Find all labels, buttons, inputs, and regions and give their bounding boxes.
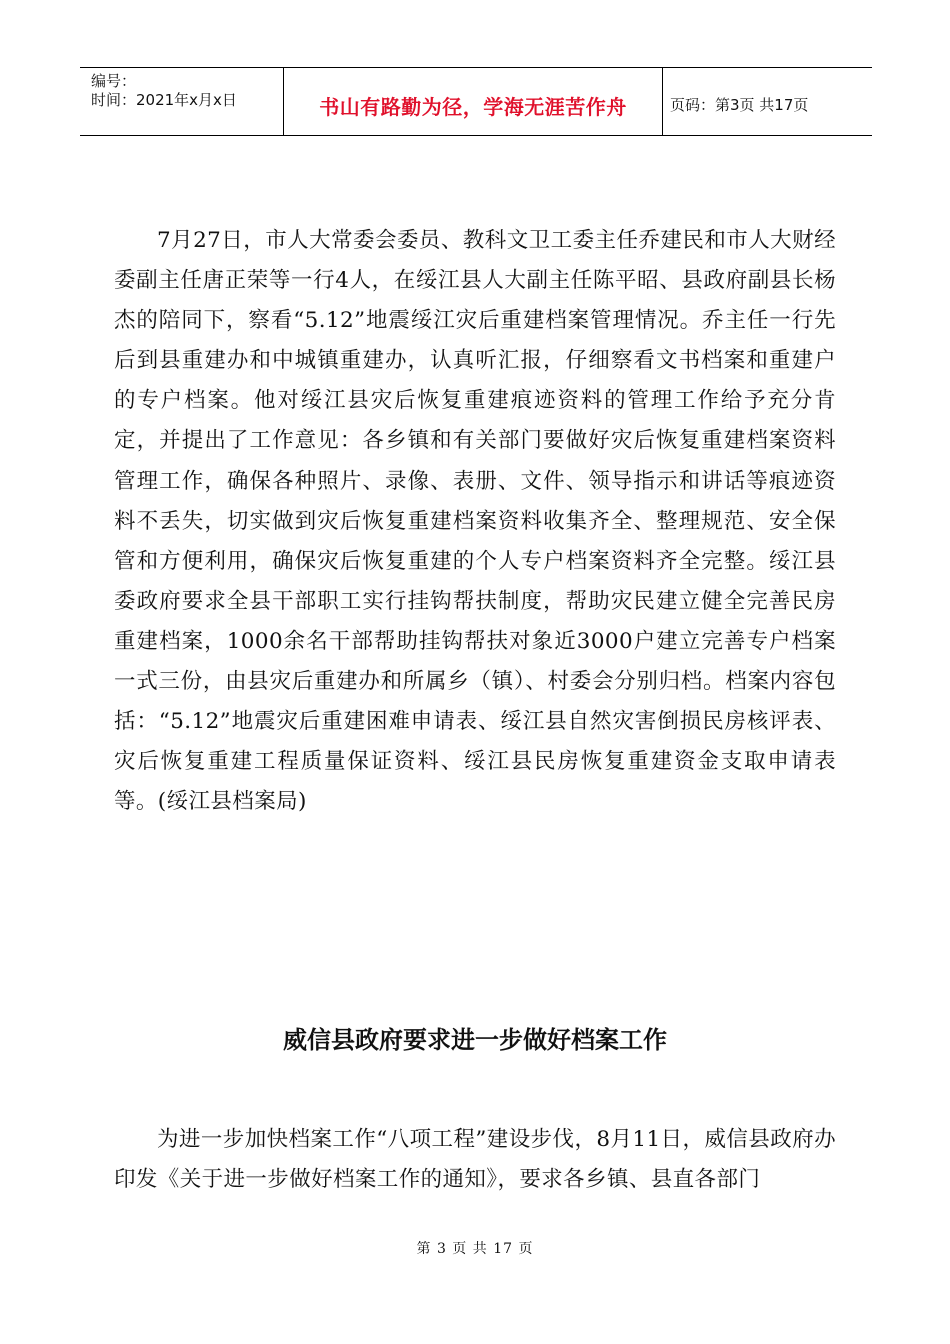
page-header	[80, 67, 872, 136]
article-1-paragraph: 7月27日，市人大常委会委员、教科文卫工委主任乔建民和市人大财经委副主任唐正荣等一行4人，在绥江县人大副主任陈平昭、县政府副县长杨杰的陪同下，察看“5.12”地震绥江灾后重建档案管理情况。乔主任一行先后到县重建办和中城镇重建办，认真听汇报，仔细察看文书档案和重建户的专户档案。他对绥江县灾后恢复重建痕迹资料的管理工作给予充分肯定，并提出了工作意见：各乡镇和有关部门要做好灾后恢复重建档案资料管理工作，确保各种照片、录像、表册、文件、领导指示和讲话等痕迹资料不丢失，切实做到灾后恢复重建档案资料收集齐全、整理规范、安全保管和方便利用，确保灾后恢复重建的个人专户档案资料齐全完整。绥江县委政府要求全县干部职工实行挂钩帮扶制度，帮助灾民建立健全完善民房重建档案，1000余名干部帮助挂钩帮扶对象近3000户建立完善专户档案一式三份，由县灾后重建办和所属乡（镇）、村委会分别归档。档案内容包括：“5.12”地震灾后重建困难申请表、绥江县自然灾害倒损民房核评表、灾后恢复重建工程质量保证资料、绥江县民房恢复重建资金支取申请表等。(绥江县档案局)	[114, 228, 836, 815]
document-number-label: 编号：	[91, 72, 137, 90]
article-2-paragraph: 为进一步加快档案工作“八项工程”建设步伐，8月11日，威信县政府办印发《关于进一步做好档案工作的通知》，要求各乡镇、县直各部门	[114, 1127, 836, 1193]
header-page-info: 页码：第3页 共17页	[670, 96, 809, 114]
header-meta	[80, 68, 283, 135]
header-motto: 书山有路勤为径，学海无涯苦作舟	[319, 95, 627, 119]
page-footer: 第 3 页 共 17 页	[416, 1241, 534, 1257]
header-motto-cell	[283, 68, 663, 135]
document-time-label: 时间：2021年x月x日	[91, 91, 237, 109]
article-2-title: 威信县政府要求进一步做好档案工作	[283, 1026, 667, 1054]
